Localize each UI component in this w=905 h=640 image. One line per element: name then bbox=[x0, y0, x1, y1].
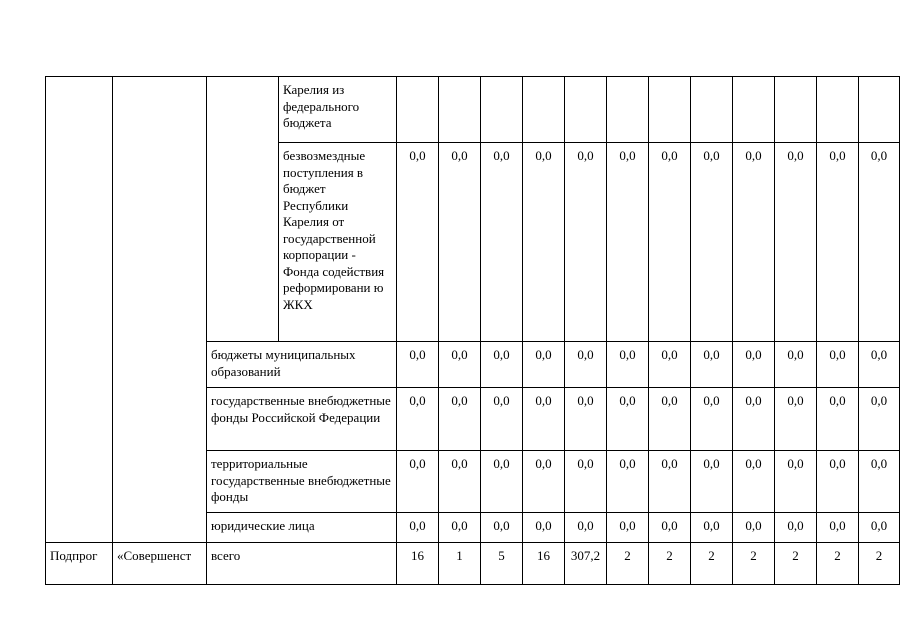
value-cell: 2 bbox=[859, 543, 900, 585]
value-cell: 0,0 bbox=[523, 513, 565, 543]
value-cell: 16 bbox=[397, 543, 439, 585]
value-cell: 1 bbox=[439, 543, 481, 585]
value-cell: 0,0 bbox=[859, 388, 900, 451]
value-cell: 0,0 bbox=[817, 451, 859, 513]
value-cell: 2 bbox=[733, 543, 775, 585]
value-cell bbox=[523, 77, 565, 143]
value-cell: 0,0 bbox=[439, 143, 481, 342]
value-cell: 0,0 bbox=[565, 513, 607, 543]
value-cell: 0,0 bbox=[439, 342, 481, 388]
table-row bbox=[46, 543, 900, 585]
value-cell: 307,2 bbox=[565, 543, 607, 585]
value-cell: 5 bbox=[481, 543, 523, 585]
value-cell bbox=[775, 77, 817, 143]
row-label: безвозмездные поступления в бюджет Республики Карелия от государственной корпорации - Фонда содействия реформировани ю ЖКХ bbox=[279, 143, 397, 342]
value-cell: 0,0 bbox=[481, 451, 523, 513]
value-cell: 0,0 bbox=[481, 513, 523, 543]
value-cell: 0,0 bbox=[649, 513, 691, 543]
value-cell: 0,0 bbox=[607, 451, 649, 513]
value-cell: 0,0 bbox=[523, 388, 565, 451]
value-cell bbox=[481, 77, 523, 143]
value-cell: 16 bbox=[523, 543, 565, 585]
value-cell: 0,0 bbox=[565, 342, 607, 388]
value-cell bbox=[649, 77, 691, 143]
value-cell bbox=[733, 77, 775, 143]
value-cell: 2 bbox=[691, 543, 733, 585]
value-cell: 0,0 bbox=[607, 388, 649, 451]
value-cell bbox=[565, 77, 607, 143]
value-cell: 0,0 bbox=[817, 388, 859, 451]
value-cell: 0,0 bbox=[733, 388, 775, 451]
value-cell: 0,0 bbox=[733, 342, 775, 388]
subprogram-name-cell: «Совершенст bbox=[113, 543, 207, 585]
value-cell: 0,0 bbox=[775, 143, 817, 342]
row-label: всего bbox=[207, 543, 397, 585]
table-row bbox=[46, 77, 900, 143]
value-cell: 0,0 bbox=[649, 451, 691, 513]
value-cell: 0,0 bbox=[397, 143, 439, 342]
budget-table bbox=[45, 76, 900, 585]
row-label: бюджеты муниципальных образований bbox=[207, 342, 397, 388]
value-cell: 0,0 bbox=[817, 342, 859, 388]
value-cell: 0,0 bbox=[481, 143, 523, 342]
value-cell bbox=[439, 77, 481, 143]
value-cell bbox=[691, 77, 733, 143]
value-cell: 0,0 bbox=[775, 388, 817, 451]
value-cell: 0,0 bbox=[859, 342, 900, 388]
empty-cell bbox=[46, 77, 113, 543]
row-label: Карелия из федерального бюджета bbox=[279, 77, 397, 143]
value-cell: 0,0 bbox=[649, 342, 691, 388]
value-cell: 0,0 bbox=[733, 451, 775, 513]
row-label: государственные внебюджетные фонды Российской Федерации bbox=[207, 388, 397, 451]
value-cell: 0,0 bbox=[523, 451, 565, 513]
value-cell: 0,0 bbox=[691, 342, 733, 388]
value-cell: 0,0 bbox=[691, 451, 733, 513]
value-cell: 0,0 bbox=[817, 143, 859, 342]
value-cell: 0,0 bbox=[691, 388, 733, 451]
value-cell bbox=[397, 77, 439, 143]
value-cell: 0,0 bbox=[649, 388, 691, 451]
value-cell: 0,0 bbox=[859, 143, 900, 342]
value-cell: 0,0 bbox=[691, 143, 733, 342]
value-cell: 0,0 bbox=[439, 388, 481, 451]
value-cell: 0,0 bbox=[775, 451, 817, 513]
value-cell: 0,0 bbox=[565, 451, 607, 513]
value-cell: 2 bbox=[649, 543, 691, 585]
value-cell: 0,0 bbox=[397, 388, 439, 451]
value-cell: 0,0 bbox=[859, 451, 900, 513]
row-label: территориальные государственные внебюджетные фонды bbox=[207, 451, 397, 513]
value-cell: 0,0 bbox=[481, 342, 523, 388]
value-cell: 0,0 bbox=[775, 513, 817, 543]
value-cell: 0,0 bbox=[439, 513, 481, 543]
value-cell: 0,0 bbox=[733, 513, 775, 543]
value-cell: 2 bbox=[607, 543, 649, 585]
value-cell: 0,0 bbox=[649, 143, 691, 342]
empty-cell bbox=[207, 77, 279, 342]
value-cell: 0,0 bbox=[523, 342, 565, 388]
value-cell: 0,0 bbox=[397, 342, 439, 388]
value-cell: 0,0 bbox=[775, 342, 817, 388]
value-cell bbox=[607, 77, 649, 143]
value-cell: 2 bbox=[775, 543, 817, 585]
value-cell bbox=[817, 77, 859, 143]
value-cell: 0,0 bbox=[607, 143, 649, 342]
value-cell: 0,0 bbox=[481, 388, 523, 451]
value-cell: 0,0 bbox=[523, 143, 565, 342]
value-cell: 0,0 bbox=[817, 513, 859, 543]
value-cell: 0,0 bbox=[733, 143, 775, 342]
value-cell: 0,0 bbox=[859, 513, 900, 543]
value-cell bbox=[859, 77, 900, 143]
value-cell: 0,0 bbox=[439, 451, 481, 513]
value-cell: 0,0 bbox=[565, 143, 607, 342]
subprogram-cell: Подпрог bbox=[46, 543, 113, 585]
value-cell: 2 bbox=[817, 543, 859, 585]
value-cell: 0,0 bbox=[565, 388, 607, 451]
value-cell: 0,0 bbox=[607, 342, 649, 388]
value-cell: 0,0 bbox=[607, 513, 649, 543]
value-cell: 0,0 bbox=[397, 451, 439, 513]
empty-cell bbox=[113, 77, 207, 543]
value-cell: 0,0 bbox=[691, 513, 733, 543]
row-label: юридические лица bbox=[207, 513, 397, 543]
value-cell: 0,0 bbox=[397, 513, 439, 543]
